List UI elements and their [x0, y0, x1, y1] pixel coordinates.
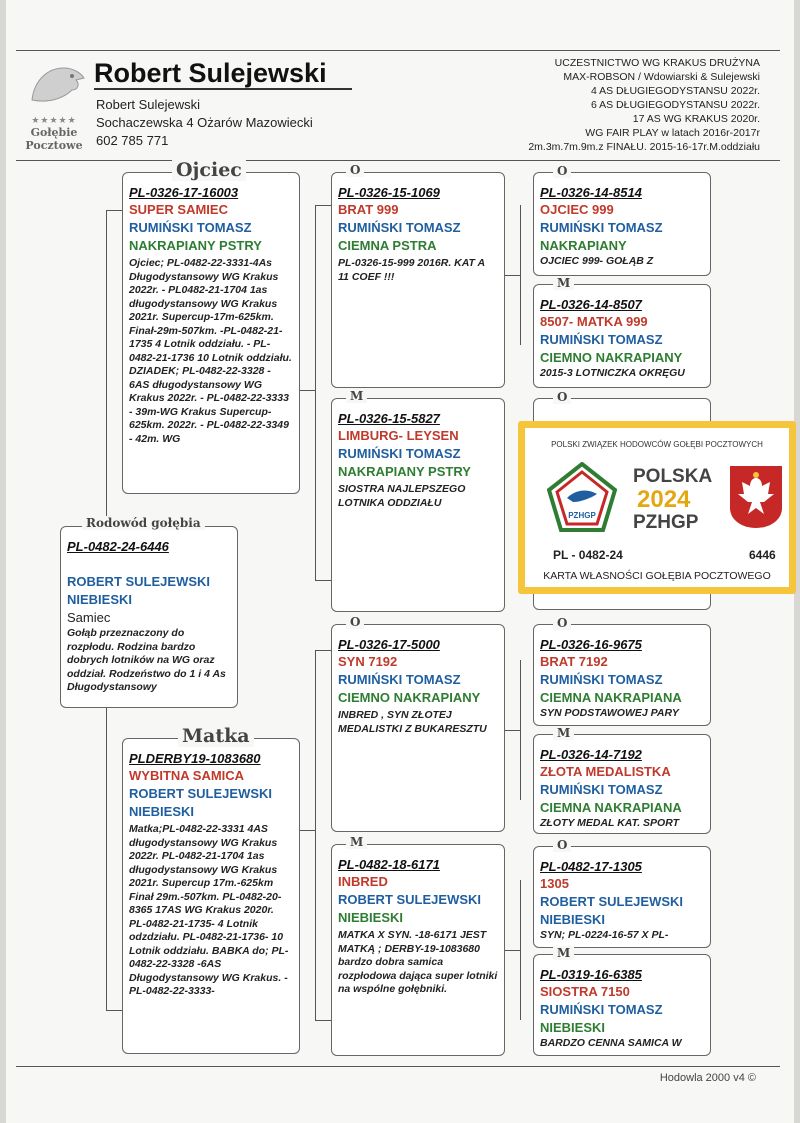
- mmf-name: 1305: [540, 876, 569, 891]
- mmm-name: SIOSTRA 7150: [540, 984, 630, 999]
- mm-color: NIEBIESKI: [338, 910, 404, 925]
- connector-line: [300, 390, 315, 391]
- mm-sex-label: M: [346, 835, 367, 849]
- polish-eagle-icon: [728, 464, 784, 530]
- mf-name: SYN 7192: [338, 654, 398, 669]
- ffm-color: CIEMNO NAKRAPIANY: [540, 350, 683, 365]
- mm-ring: PL-0482-18-6171: [338, 857, 440, 872]
- ggp-mmm-card: [533, 954, 711, 1056]
- mfm-breeder: RUMIŃSKI TOMASZ: [540, 782, 663, 797]
- mm-description: MATKA X SYN. -18-6171 JEST MATKĄ ; DERBY-19-1083680 bardzo dobra samica rozpłodowa dająca super lotniki na wspólne gołębniki.: [338, 929, 498, 995]
- ownership-card-inner: [525, 428, 789, 587]
- card-ring-prefix: PL - 0482-24: [553, 548, 623, 562]
- fm-breeder: RUMIŃSKI TOMASZ: [338, 446, 461, 461]
- emblem-text: PZHGP: [568, 511, 596, 520]
- mff-color: CIEMNA NAKRAPIANA: [540, 690, 682, 705]
- connector-line: [315, 205, 331, 206]
- ffm-description: 2015-3 LOTNICZKA OKRĘGU: [540, 367, 685, 379]
- mf-breeder: RUMIŃSKI TOMASZ: [338, 672, 461, 687]
- mmm-ring: PL-0319-16-6385: [540, 967, 642, 982]
- owner-name-underline: [94, 88, 352, 90]
- mmf-color: NIEBIESKI: [540, 912, 606, 927]
- pedigree-label: Rodowód gołębia: [82, 516, 205, 530]
- achievements-block: [528, 56, 760, 154]
- mmm-breeder: RUMIŃSKI TOMASZ: [540, 1002, 663, 1017]
- fff-ring: PL-0326-14-8514: [540, 185, 642, 200]
- mother-description: Matka;PL-0482-22-3331 4AS długodystansowy WG Krakus 2022r. PL-0482-21-1704 1as długodystansowy WG Krakus 2021r. Supercup 17m.-625km Finał 29m.-507km. PL-0482-20-8365 17AS WG Krakus 2020r. PL-0482-21-1735- 4 Lotnik odzdziału. PL-0482-21-1736- 10 Lotnik oddziału. BABKA do; PL-0482-22-3328 -6AS Długodystansowy WG Krakus. - PL-0482-22-3333-: [129, 823, 289, 997]
- mother-ring: PLDERBY19-1083680: [129, 751, 261, 766]
- connector-line: [315, 205, 316, 580]
- achievement-line: 2m.3m.7m.9m.z FINAŁU. 2015-16-17r.M.oddziału: [528, 141, 760, 153]
- connector-line: [505, 950, 520, 951]
- mmm-color: NIEBIESKI: [540, 1020, 606, 1035]
- owner-address: Sochaczewska 4 Ożarów Mazowiecki: [96, 115, 313, 130]
- father-card: [122, 172, 300, 494]
- card-year: 2024: [637, 486, 691, 513]
- subject-breeder: ROBERT SULEJEWSKI: [67, 574, 211, 589]
- ggp-mmf-card: [533, 846, 711, 948]
- ff-name: BRAT 999: [338, 202, 399, 217]
- ownership-card: [518, 421, 796, 594]
- subject-color: NIEBIESKI: [67, 592, 133, 607]
- mm-name: INBRED: [338, 874, 388, 889]
- ffm-sex-label: M: [553, 276, 574, 290]
- connector-line: [315, 650, 331, 651]
- father-ring: PL-0326-17-16003: [129, 185, 239, 200]
- card-country: POLSKA: [633, 466, 713, 487]
- club-logo: [18, 60, 90, 152]
- pzhgp-emblem-icon: [547, 462, 617, 532]
- subject-card: [60, 526, 238, 708]
- mff-name: BRAT 7192: [540, 654, 608, 669]
- mmf-sex-label: O: [553, 838, 571, 852]
- top-divider: [16, 50, 780, 51]
- header-divider: [16, 160, 780, 161]
- father-color: NAKRAPIANY PSTRY: [129, 238, 262, 253]
- footer-text: Hodowla 2000 v4 ©: [659, 1072, 756, 1084]
- logo-text-2: Pocztowe: [25, 139, 83, 152]
- ff-sex-label: O: [346, 163, 364, 177]
- mf-color: CIEMNO NAKRAPIANY: [338, 690, 481, 705]
- mmf-description: SYN; PL-0224-16-57 X PL-: [540, 929, 669, 941]
- connector-line: [505, 275, 520, 276]
- card-ring-number: 6446: [749, 548, 776, 562]
- father-breeder: RUMIŃSKI TOMASZ: [129, 220, 252, 235]
- father-description: Ojciec; PL-0482-22-3331-4As Długodystansowy WG Krakus 2022r. - PL0482-21-1704 1as długodystansowy WG Krakus 2021r. Supercup-17m-625km. Finał-29m-507km. -PL-0482-21-1735 4 Lotnik oddziału. - PL- 0482-21-1736 10 Lotnik oddziału. DZIADEK; PL-0482-22-3328 - 6AS długodystansowy WG Krakus 2022r. - PL-0482-22-3333 - 39m-WG Krakus Supercup-625km. 2022r. - PL-0482-22-3349 - 42m. WG: [129, 257, 292, 445]
- mm-breeder: ROBERT SULEJEWSKI: [338, 892, 482, 907]
- connector-line: [315, 650, 316, 1020]
- fff-sex-label: O: [553, 164, 571, 178]
- fff-color: NAKRAPIANY: [540, 238, 627, 253]
- ffm-name: 8507- MATKA 999: [540, 314, 648, 329]
- achievement-line: UCZESTNICTWO WG KRAKUS DRUŻYNA: [554, 57, 760, 69]
- ff-description: PL-0326-15-999 2016R. KAT A 11 COEF !!!: [338, 257, 485, 283]
- ffm-ring: PL-0326-14-8507: [540, 297, 642, 312]
- mff-sex-label: O: [553, 616, 571, 630]
- ff-color: CIEMNA PSTRA: [338, 238, 437, 253]
- hidden-sex-label: O: [553, 390, 571, 404]
- achievement-line: WG FAIR PLAY w latach 2016r-2017r: [585, 127, 760, 139]
- granddam-maternal-card: [331, 844, 505, 1056]
- ggp-mfm-card: [533, 734, 711, 834]
- connector-line: [520, 660, 521, 800]
- owner-phone: 602 785 771: [96, 133, 169, 148]
- mff-description: SYN PODSTAWOWEJ PARY: [540, 707, 679, 719]
- ggp-ffm-card: [533, 284, 711, 388]
- fff-breeder: RUMIŃSKI TOMASZ: [540, 220, 663, 235]
- owner-line-1: Robert Sulejewski: [96, 97, 201, 112]
- stars-icon: ★★★★★: [31, 115, 77, 125]
- card-caption: KARTA WŁASNOŚCI GOŁĘBIA POCZTOWEGO: [543, 570, 771, 582]
- ff-ring: PL-0326-15-1069: [338, 185, 440, 200]
- fm-color: NAKRAPIANY PSTRY: [338, 464, 471, 479]
- mother-breeder: ROBERT SULEJEWSKI: [129, 786, 273, 801]
- mff-breeder: RUMIŃSKI TOMASZ: [540, 672, 663, 687]
- owner-name: Robert Sulejewski: [94, 58, 327, 88]
- ffm-breeder: RUMIŃSKI TOMASZ: [540, 332, 663, 347]
- grandsire-maternal-card: [331, 624, 505, 832]
- mf-ring: PL-0326-17-5000: [338, 637, 440, 652]
- eagle-icon: [22, 60, 86, 110]
- mmf-ring: PL-0482-17-1305: [540, 859, 642, 874]
- father-label: Ojciec: [172, 159, 246, 181]
- mfm-description: ZŁOTY MEDAL KAT. SPORT: [540, 817, 680, 829]
- mfm-ring: PL-0326-14-7192: [540, 747, 642, 762]
- father-name: SUPER SAMIEC: [129, 202, 228, 217]
- ggp-fff-card: [533, 172, 711, 276]
- mmf-breeder: ROBERT SULEJEWSKI: [540, 894, 684, 909]
- grandsire-paternal-card: [331, 172, 505, 388]
- mother-label: Matka: [178, 725, 254, 747]
- mff-ring: PL-0326-16-9675: [540, 637, 642, 652]
- mfm-sex-label: M: [553, 726, 574, 740]
- mfm-color: CIEMNA NAKRAPIANA: [540, 800, 682, 815]
- connector-line: [315, 1020, 331, 1021]
- card-org: POLSKI ZWIĄZEK HODOWCÓW GOŁĘBI POCZTOWYCH: [551, 440, 763, 449]
- logo-text-1: Gołębie: [30, 126, 78, 139]
- achievement-line: 6 AS DŁUGIEGODYSTANSU 2022r.: [590, 99, 760, 111]
- achievement-line: MAX-ROBSON / Wdowiarski & Sulejewski: [563, 71, 760, 83]
- connector-line: [520, 880, 521, 1020]
- subject-sex: Samiec: [67, 610, 111, 625]
- mfm-name: ZŁOTA MEDALISTKA: [540, 764, 671, 779]
- mmm-description: BARDZO CENNA SAMICA W: [540, 1037, 682, 1049]
- mf-sex-label: O: [346, 615, 364, 629]
- achievement-line: 17 AS WG KRAKUS 2020r.: [632, 113, 760, 125]
- fm-name: LIMBURG- LEYSEN: [338, 428, 459, 443]
- achievement-line: 4 AS DŁUGIEGODYSTANSU 2022r.: [590, 85, 760, 97]
- fm-description: SIOSTRA NAJLEPSZEGO LOTNIKA ODDZIAŁU: [338, 483, 466, 509]
- fff-name: OJCIEC 999: [540, 202, 614, 217]
- connector-line: [505, 730, 520, 731]
- bottom-divider: [16, 1066, 780, 1067]
- subject-ring: PL-0482-24-6446: [67, 539, 169, 554]
- mf-description: INBRED , SYN ZŁOTEJ MEDALISTKI Z BUKARESZTU: [338, 709, 487, 735]
- mother-name: WYBITNA SAMICA: [129, 768, 245, 783]
- ggp-mff-card: [533, 624, 711, 726]
- fff-description: OJCIEC 999- GOŁĄB Z: [540, 255, 654, 267]
- ff-breeder: RUMIŃSKI TOMASZ: [338, 220, 461, 235]
- connector-line: [520, 205, 521, 345]
- card-abbr: PZHGP: [633, 512, 699, 533]
- connector-line: [300, 830, 315, 831]
- fm-ring: PL-0326-15-5827: [338, 411, 440, 426]
- mother-card: [122, 738, 300, 1054]
- subject-description: Gołąb przeznaczony do rozpłodu. Rodzina bardzo dobrych lotników na WG oraz oddział. Rodzeństwo do 1 i 4 As Długodystansowy: [67, 627, 226, 693]
- granddam-paternal-card: [331, 398, 505, 612]
- connector-line: [315, 580, 331, 581]
- fm-sex-label: M: [346, 389, 367, 403]
- mmm-sex-label: M: [553, 946, 574, 960]
- mother-color: NIEBIESKI: [129, 804, 195, 819]
